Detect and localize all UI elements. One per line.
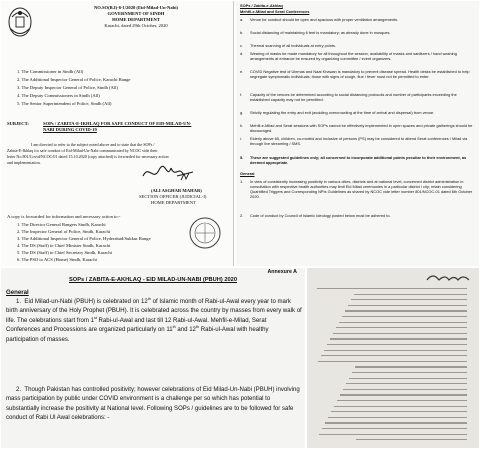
urdu-text-line (336, 327, 467, 328)
sop-general-item: 2. Code of conduct by Council of Islamic Ideology posted below must be adhered to. (240, 213, 391, 218)
urdu-text-line (331, 411, 467, 412)
subject-label: SUBJECT: (7, 121, 29, 126)
urdu-text-line (351, 299, 467, 300)
urdu-text-line (334, 406, 467, 407)
sop-item: g. Strictly regulating the entry and exit (avoiding overcrowding at the time of arrival and dispersal) from venue. (240, 110, 435, 115)
urdu-text-line (342, 316, 467, 317)
urdu-text-line (327, 344, 467, 345)
urdu-text-line (349, 378, 467, 379)
recipient-line: 5. The Senior Superintendent of Police, Sindh (All) (17, 101, 112, 106)
signatory-name: (ALI ASGHAR MAHAR) (151, 188, 202, 193)
urdu-text-line (355, 366, 467, 367)
sop-general-item: 1. In view of consistently increasing positivity in various cities, districts and at national level, concerned district administration in consultation with respective health authorities may limit Eid Milad ceremonies in a particular district / city; retain considering Quantified Triggers and Corresponding NPIs Guidelines as shared by NCOC vide letter number 801/NCOC-01 dated 6th October 2020. (240, 179, 473, 200)
recipient-line: 4. The Deputy Commissioners in Sindh (All) (17, 93, 100, 98)
urdu-text-line (324, 350, 467, 351)
urdu-text-line (354, 294, 467, 295)
recipient-line: 1. The Commissioner in Sindh (All) (17, 69, 84, 74)
copy-recipient-line: 4. The DS (Staff) to Chief Minister Sindh, Karachi (17, 243, 111, 248)
copy-recipient-line: 1. The Director General Rangers Sindh, Karachi (17, 222, 106, 227)
sop-item: i. Elderly above 65, children, co-morbid and inclusive of persons (PS) may be considered to attend Serat conferences / Milad via through live streaming / SMS. (240, 136, 468, 147)
urdu-text-line (346, 383, 467, 384)
urdu-code-of-conduct-image (307, 268, 479, 448)
copy-recipient-line: 2. The Inspector General of Police, Sindh, Karachi (17, 229, 111, 234)
annexure-title: SOPs / ZABITA-E-AKHLAQ - EID MILAD-UN-NABI (PBUH) 2020 (69, 277, 237, 283)
urdu-text-line (339, 322, 467, 323)
urdu-text-line (356, 439, 467, 440)
annexure-page (1, 268, 305, 448)
sop-item: 5. These are suggested guidelines only; all concerned to incorporate additional points peculiar to their environment, as deemed appropriate. (240, 155, 467, 166)
annexure-general-heading: General (6, 289, 29, 296)
letter-reference: NO.SO(B.I)-6-1/2020 (Eid-Milad-Un-Nabi) (93, 5, 179, 10)
sop-item: e. COVID Negative test of Ulemas and Naat Khawan is mandatory to prevent disease spread. Health desks be established to help segregate symptomatic individuals; those with signs of cough, flue / fever must not be permitted to enter. (240, 69, 470, 80)
sop-guidelines-page (236, 1, 479, 266)
letter-government: GOVERNMENT OF SINDH (107, 11, 165, 16)
urdu-text-line (317, 288, 467, 289)
urdu-text-line (348, 305, 467, 306)
subject-line: NABI DURING COVID-19 (43, 127, 97, 132)
urdu-text-line (321, 355, 467, 356)
copy-recipient-line: 6. The PSO to ACS (Home) Sindh, Karachi (17, 257, 97, 262)
sop-item: d. Wearing of masks be made mandatory for all throughout the session, availability of masks and sanitizers / hand washing arrangements at entrance be ensured by organizing committee / event organizers. (240, 51, 457, 62)
recipient-line: 3. The Deputy Inspector General of Police, Sindh (All) (17, 85, 118, 90)
copy-forward-line: A copy is forwarded for information and necessary action to:- (7, 214, 121, 219)
urdu-text-line (328, 417, 467, 418)
home-department-letter (1, 1, 234, 266)
sop-header: SOPs / Zabita-e-Akhlaq (240, 3, 283, 8)
urdu-text-line (343, 389, 467, 390)
recipient-line: 2. The Additional Inspector General of Police, Karachi Range (17, 77, 131, 82)
body-line: I am directed to refer to the subject noted above and to state that the SOPs / (31, 142, 155, 147)
urdu-text-line (337, 400, 467, 401)
copy-recipient-line: 5. The DS (Staff) to Chief Secretary Sindh, Karachi (17, 250, 112, 255)
urdu-text-line (325, 422, 467, 423)
urdu-text-line (345, 310, 467, 311)
body-line: letter No.801/Covid/NCOC/01 dated 15.10.2020 (copy attached) is forwarded for necessary action (7, 154, 169, 159)
annexure-paragraph-1: 1. Eid Milad-un-Nabi (PBUH) is celebrated on 12th of Islamic month of Rabi-ul-Awal every year to mark birth anniversary of the Holy Prophet (PBUH). It is celebrated across the country by masses from every walk of life. The celebrations start from 1st Rabi-ul-Awal and last till 12 Rabi-ul-Awal. Mehfil-e-Milad, Serat Conferences and Processions are organized particularly on 11th and 12th Rabi-ul-Awal with healthy participation of masses. (6, 296, 302, 343)
letter-date: Karachi, dated 29th October, 2020 (104, 23, 168, 28)
sop-item: f. Capacity of the venues be determined according to social distancing protocols and number of participants exceeding the established capacity may not be permitted. (240, 92, 457, 103)
sop-general-label: General (240, 171, 255, 176)
annexure-paragraph-2: 2. Though Pakistan has controlled positivity; however celebrations of Eid Milad-Un-Nabi (PBUH) involving mass participation by public under COVID environment is a challenge per so which has potential to substantially increase the positivity at National level. Following SOPs / guidelines are to be followed for safe conduct of Rabi Ul Awal celebrations: - (6, 387, 300, 422)
copy-recipient-line: 3. The Additional Inspector General of Police, Hyderabad/Sukkur Range (17, 236, 151, 241)
urdu-text-line (319, 434, 467, 435)
subject-line: SOPs / ZABITA-E-IKHLAQ FOR SAFE CONDUCT OF EID-MILAD-UN- (43, 121, 192, 126)
signatory-department: HOME DEPARTMENT (151, 200, 196, 205)
urdu-text-line (333, 333, 467, 334)
office-stamp-icon (187, 215, 223, 251)
sop-item: b. Social distancing of maintaining 6 feet is mandatory; as already done in mosques. (240, 30, 391, 35)
urdu-text-line (352, 372, 467, 373)
urdu-text-line (340, 394, 467, 395)
body-line: Zabita-E-Ikhlaq for safe conduct of Eid-Milad-Un-Nabi communicated by NCOC vide their (7, 148, 158, 153)
annexure-label: Annexure A (267, 269, 297, 275)
sop-subheader: Mehfil-e-Milad and Serat Conferences (240, 9, 310, 14)
signatory-title: SECTION OFFICER (JUDICIAL-I) (139, 194, 207, 199)
urdu-text-line (330, 338, 467, 339)
government-emblem-icon (6, 5, 34, 39)
body-line: and implementation. (7, 160, 41, 165)
signature-scribble-icon (141, 162, 196, 184)
urdu-text-line (318, 361, 467, 362)
urdu-heading-icon (425, 272, 471, 284)
sop-item: a. Venue for conduct should be open and spacious with proper ventilation arrangements. (240, 17, 399, 22)
sop-item: h. Mehfil-e-Milad and Serat sessions with SOPs cannot be effectively implemented in open spaces and private gatherings should be discouraged. (240, 123, 473, 134)
urdu-text-line (322, 428, 467, 429)
sop-item: c. Thermal scanning of all individuals at entry points. (240, 43, 337, 48)
letter-department: HOME DEPARTMENT (112, 17, 160, 22)
